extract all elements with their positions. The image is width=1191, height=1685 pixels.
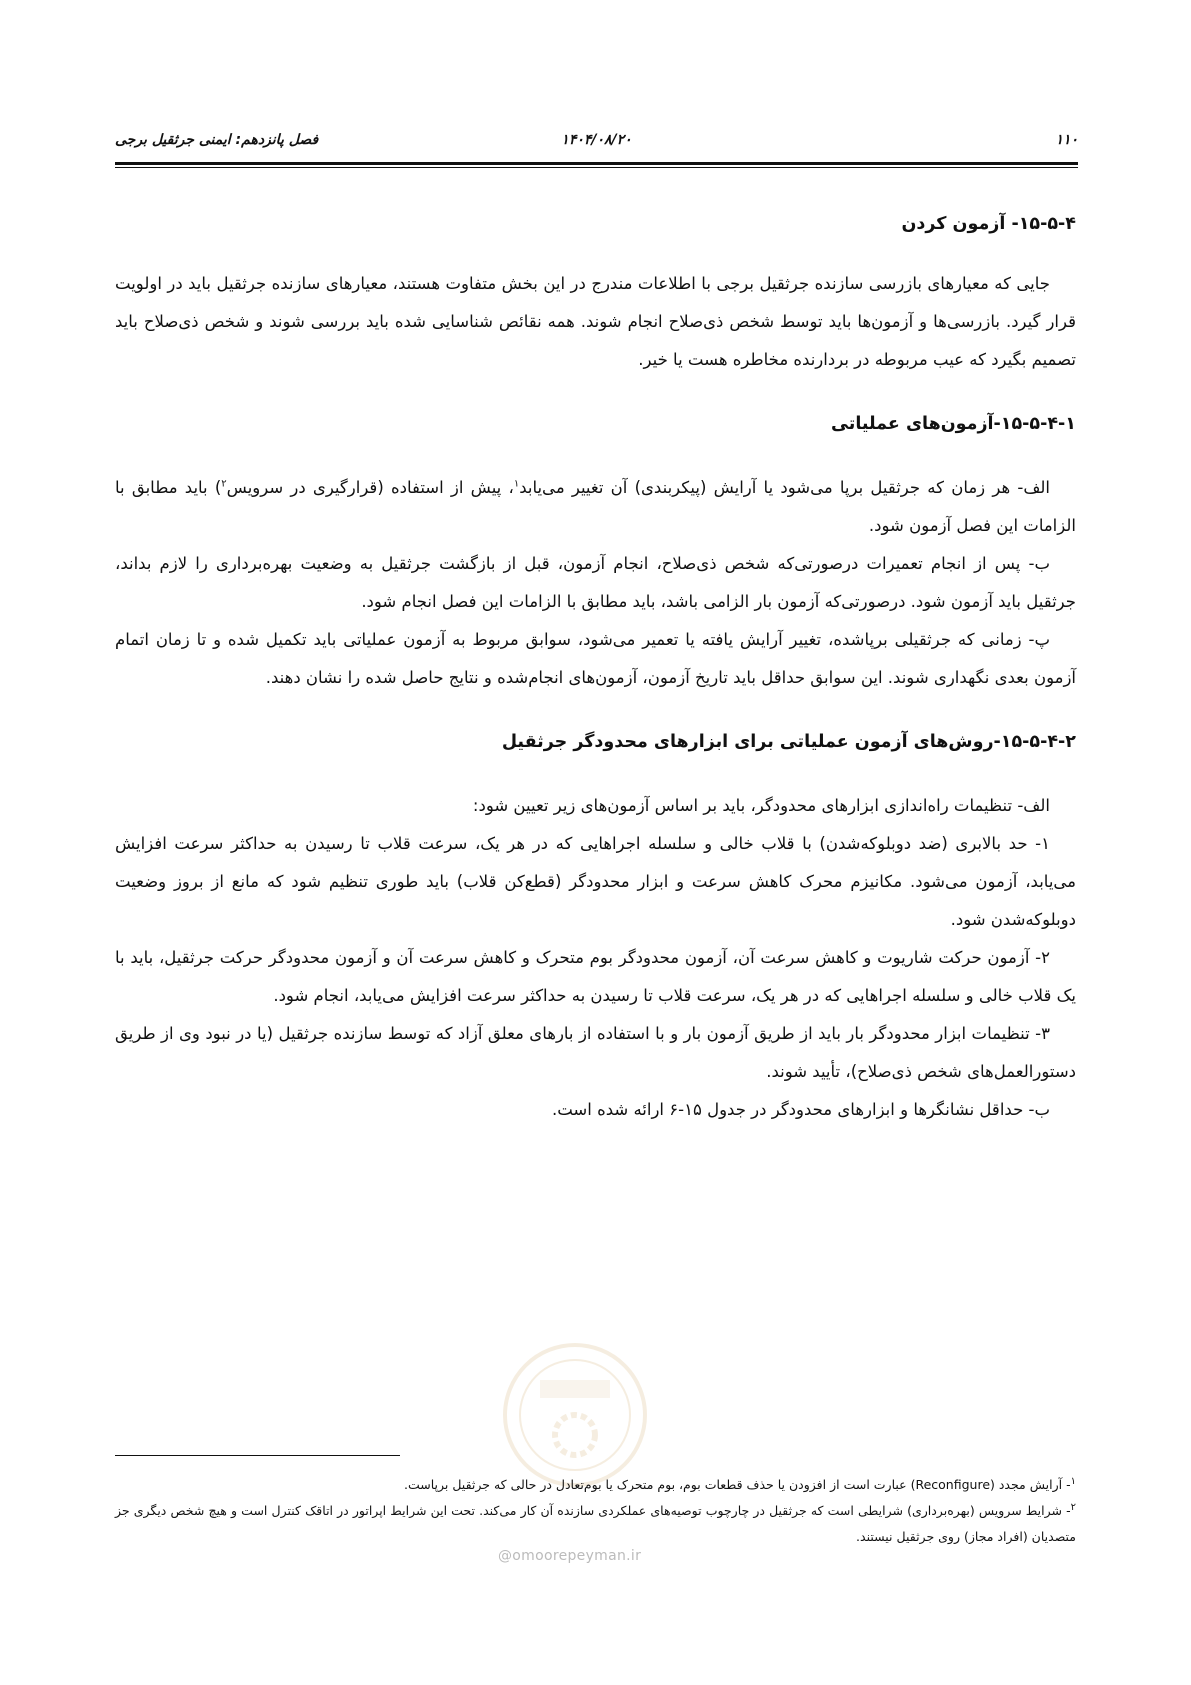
section-heading: ۱۵-۵-۴- آزمون کردن [901,214,1076,234]
header-rule-thin [115,167,1078,168]
list-item: ۲- آزمون حرکت شاریوت و کاهش سرعت آن، آزمون محدودگر بوم متحرک و کاهش سرعت آن و آزمون محدودگر حرکت جرثقیل، باید با یک قلاب خالی و سلسله اجراهایی که در هر یک، سرعت قلاب تا رسیدن به حداکثر سرعت افزایش می‌یابد، انجام شود. [115,948,1076,1005]
chapter-title: فصل پانزدهم: ایمنی جرثقیل برجی [115,132,319,148]
header-rule [115,162,1078,165]
footnotes [115,1472,1076,1550]
section-heading: ۱۵-۵-۴-۱-آزمون‌های عملیاتی [831,414,1076,434]
watermark-text: @omoorepeyman.ir [498,1548,642,1564]
list-item: ۱- حد بالابری (ضد دوبلوکه‌شدن) با قلاب خالی و سلسله اجراهایی که در هر یک، سرعت قلاب تا رسیدن به حداکثر سرعت افزایش می‌یابد، آزمون می‌شود. مکانیزم محرک کاهش سرعت و ابزار محدودگر (قطع‌کن قلاب) باید طوری تنظیم شود که مانع از بروز وضعیت دوبلوکه‌شدن شود. [115,834,1076,929]
page-header [115,128,1078,168]
header-date: ۱۴۰۴/۰۸/۲۰ [561,132,632,148]
section-heading: ۱۵-۵-۴-۲-روش‌های آزمون عملیاتی برای ابزارهای محدودگر جرثقیل [501,732,1076,752]
watermark-logo-icon [500,1340,650,1490]
footnote-ref[interactable]: ۱ [513,478,520,490]
footnote: $^۱$- آرایش مجدد (Reconfigure) عبارت است از افزودن یا حذف قطعات بوم، بوم متحرک یا بوم‌تعادل در حالی که جرثقیل برپاست. [403,1475,1076,1492]
paragraph: ب- حداقل نشانگرها و ابزارهای محدودگر در جدول ۱۵-۶ ارائه شده است. [551,1100,1050,1119]
paragraph: ب- پس از انجام تعمیرات درصورتی‌که شخص ذی‌صلاح، انجام آزمون، قبل از بازگشت جرثقیل به وضعیت بهره‌برداری را لازم بداند، جرثقیل باید آزمون شود. درصورتی‌که آزمون بار الزامی باشد، باید مطابق با الزامات این فصل انجام شود. [115,554,1076,611]
paragraph: الف- تنظیمات راه‌اندازی ابزارهای محدودگر، باید بر اساس آزمون‌های زیر تعیین شود: [472,796,1050,815]
footnote: $^۲$- شرایط سرویس (بهره‌برداری) شرایطی است که جرثقیل در چارچوب توصیه‌های عملکردی سازنده آن کار می‌کند. تحت این شرایط اپراتور در اتاقک کنترل است و هیچ شخص دیگری جز متصدیان (افراد مجاز) روی جرثقیل نیستند. [115,1501,1076,1544]
footnote-ref[interactable]: ۲ [221,478,227,490]
footnote-rule [115,1455,400,1456]
page-number: ۱۱۰ [1055,132,1078,148]
page-body [115,205,1076,1129]
paragraph: الف- هر زمان که جرثقیل برپا می‌شود یا آرایش (پیکربندی) آن تغییر می‌یابد$^۱$، پیش از استفاده (قرارگیری در سرویس$^۲$) باید مطابق با الزامات این فصل آزمون شود. [115,478,1076,535]
list-item: ۳- تنظیمات ابزار محدودگر بار باید از طریق آزمون بار و با استفاده از بارهای معلق آزاد که توسط سازنده جرثقیل (یا در نبود وی از طریق دستورالعمل‌های شخص ذی‌صلاح)، تأیید شوند. [115,1024,1076,1081]
paragraph: پ- زمانی که جرثقیلی برپاشده، تغییر آرایش یافته یا تعمیر می‌شود، سوابق مربوط به آزمون عملیاتی باید تکمیل شده و تا زمان اتمام آزمون بعدی نگهداری شوند. این سوابق حداقل باید تاریخ آزمون، آزمون‌های انجام‌شده و نتایج حاصل شده را نشان دهند. [115,630,1076,687]
paragraph: جایی که معیارهای بازرسی سازنده جرثقیل برجی با اطلاعات مندرج در این بخش متفاوت هستند، معیارهای سازنده جرثقیل باید در اولویت قرار گیرد. بازرسی‌ها و آزمون‌ها باید توسط شخص ذی‌صلاح انجام شوند. همه نقائص شناسایی شده باید بررسی شوند و شخص ذی‌صلاح باید تصمیم بگیرد که عیب مربوطه در بردارنده مخاطره هست یا خیر. [115,274,1076,369]
